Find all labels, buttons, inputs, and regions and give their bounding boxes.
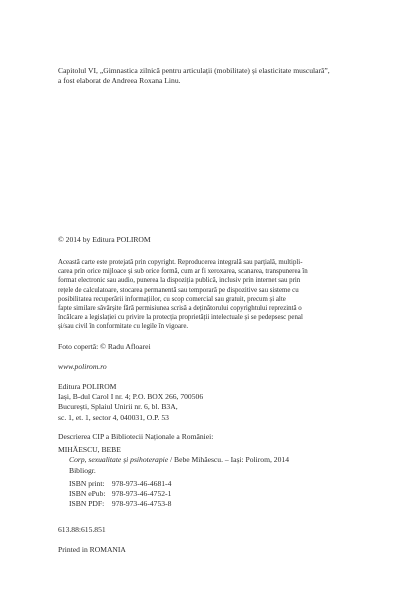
cip-heading: Descrierea CIP a Bibliotecii Naționale a României: (58, 432, 214, 441)
website-link[interactable]: www.polirom.ro (58, 362, 107, 371)
isbn-value: 978-973-46-4681-4 (111, 478, 172, 488)
isbn-row (58, 479, 289, 489)
legal-line: carea prin orice mijloace și sub orice formă, cum ar fi xeroxarea, scanarea, transpunerea în (58, 268, 308, 276)
classification-code: 613.88:615.851 (58, 525, 106, 534)
chapter-credit (58, 66, 330, 86)
publisher-address: Iași, B-dul Carol I nr. 4; P.O. BOX 266, 700506 (58, 392, 204, 402)
isbn-label: ISBN PDF: (69, 499, 105, 509)
book-title-rest: / Bebe Mihăescu. – Iași: Polirom, 2014 (168, 455, 289, 465)
publisher-address: București, Splaiul Unirii nr. 6, bl. B3A, (58, 402, 178, 412)
chapter-credit-line-1: Capitolul VI, „Gimnastica zilnică pentru articulații (mobilitate) și elasticitate musculară”, (58, 66, 330, 75)
legal-text (58, 258, 308, 332)
cover-photo-credit: Foto copertă: © Radu Afloarei (58, 342, 151, 351)
legal-line: format electronic sau audio, punerea la dispoziția publică, inclusiv prin internet sau prin (58, 277, 301, 285)
legal-line: posibilitatea recuperării informațiilor, cu scop comercial sau gratuit, precum și alte (58, 295, 286, 303)
legal-line: rețele de calculatoare, stocarea permanentă sau temporară pe dispozitive sau sisteme cu (58, 286, 299, 294)
book-title: Corp, sexualitate și psihoterapie (69, 455, 169, 465)
legal-line: încălcare a legislației cu privire la protecția proprietății intelectuale și se pedepsesc penal (58, 314, 303, 322)
isbn-label: ISBN print: (69, 478, 105, 488)
publisher-address: sc. 1, et. 1, sector 4, 040031, O.P. 53 (58, 412, 169, 422)
cip-bibliogr: Bibliogr. (69, 465, 96, 475)
cip-block (58, 432, 289, 509)
printed-in: Printed in ROMANIA (58, 545, 126, 554)
isbn-row (58, 489, 289, 499)
isbn-label: ISBN ePub: (69, 489, 106, 499)
publisher-name: Editura POLIROM (58, 382, 117, 391)
isbn-value: 978-973-46-4753-8 (111, 499, 172, 509)
isbn-value: 978-973-46-4752-1 (111, 489, 172, 499)
isbn-list (58, 479, 289, 510)
cip-title (58, 455, 289, 465)
copyright-notice: © 2014 by Editura POLIROM (58, 235, 151, 244)
isbn-row (58, 499, 289, 509)
cip-author: MIHĂESCU, BEBE (58, 445, 121, 455)
chapter-credit-line-2: a fost elaborat de Andreea Roxana Linu. (58, 76, 181, 86)
publisher-block (58, 382, 203, 423)
legal-line: fapte similare săvârșite fără permisiunea scrisă a deținătorului copyrightului reprezintă o (58, 305, 302, 313)
legal-line: Această carte este protejată prin copyright. Reproducerea integrală sau parțială, multipli- (58, 259, 303, 266)
legal-line: și/sau civil în conformitate cu legile în vigoare. (58, 323, 189, 331)
